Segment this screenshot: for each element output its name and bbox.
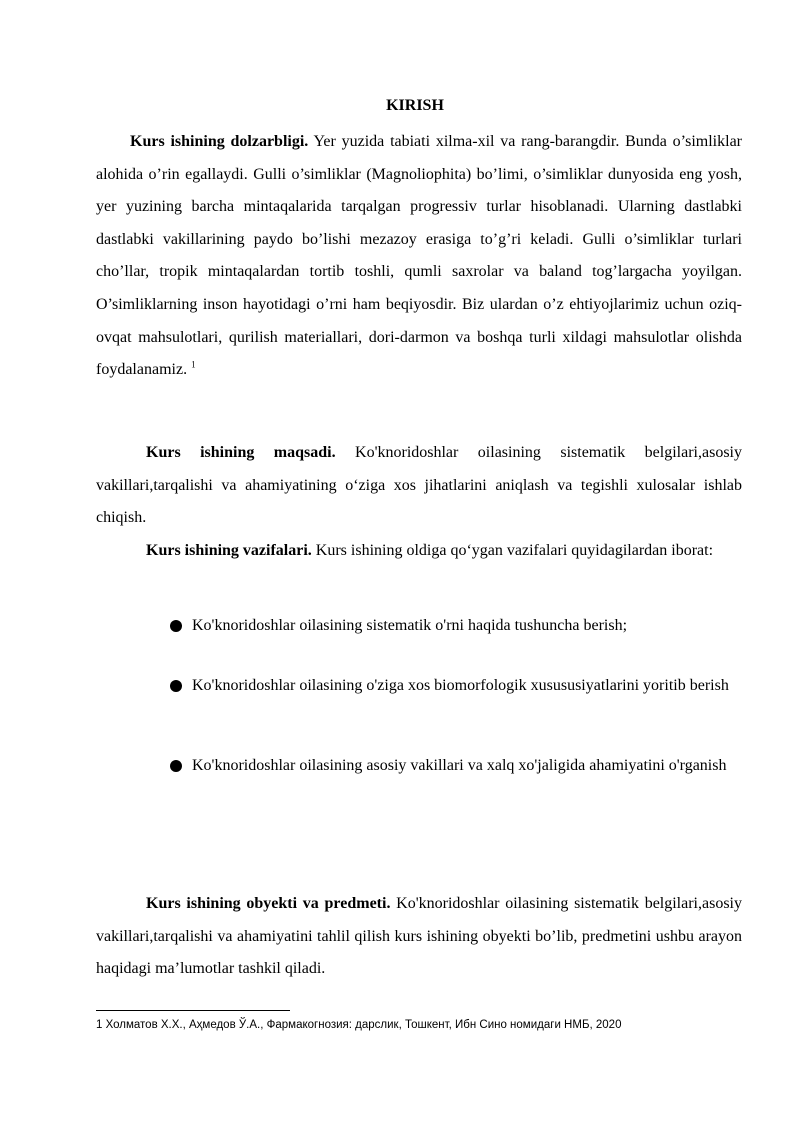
bullet-icon <box>170 620 182 632</box>
goal-lead: Kurs ishining maqsadi. <box>146 444 336 461</box>
object-text: Ko'knoridoshlar oilasining sistematik belgilari,asosiy vakillari,tarqalishi va ahamiyatini tahlil qilish kurs ishining obyekti bo’lib, predmetini ushbu arayon haqidagi ma’lumotlar tashkil qiladi. <box>96 895 742 978</box>
footnote-reference: 1 <box>191 359 196 370</box>
list-item-text: Ko'knoridoshlar oilasining o'ziga xos biomorfologik xusususiyatlarini yoritib berish <box>192 677 729 694</box>
object-paragraph <box>96 888 742 986</box>
list-item <box>192 748 754 784</box>
footnote: 1 Холматов Х.Х., Аҳмедов Ў.А., Фармакогнозия: дарслик, Тошкент, Ибн Сино номидаги НМБ, 2020 <box>96 1019 622 1031</box>
tasks-text: Kurs ishining oldiga qo‘ygan vazifalari quyidagilardan iborat: <box>311 542 714 559</box>
list-item <box>192 608 742 644</box>
list-item <box>192 668 742 704</box>
relevance-lead: Kurs ishining dolzarbligi. <box>130 133 309 150</box>
goal-text: Ko'knoridoshlar oilasining sistematik belgilari,asosiy vakillari,tarqalishi va ahamiyatining o‘ziga xos jihatlarini aniqlash va tegishli xulosalar ishlab chiqish. <box>96 444 742 527</box>
goal-paragraph <box>96 437 742 535</box>
list-item-text: Ko'knoridoshlar oilasining asosiy vakillari va xalq xo'jaligida ahamiyatini o'rganish <box>192 757 727 774</box>
bullet-icon <box>170 760 182 772</box>
footnote-divider <box>96 1010 290 1011</box>
tasks-lead: Kurs ishining vazifalari. <box>146 542 312 559</box>
page-title: KIRISH <box>386 97 444 114</box>
relevance-paragraph <box>96 126 742 387</box>
tasks-paragraph <box>96 535 742 568</box>
relevance-text: Yer yuzida tabiati xilma-xil va rang-barangdir. Bunda o’simliklar alohida o’rin egallaydi. Gulli o’simliklar (Magnoliophita) bo’limi, o’simliklar dunyosida eng yosh, yer yuzining barcha mintaqalarida tarqalgan progressiv turlar hisoblanadi. Ularning dastlabki dastlabki vakillarining paydo bo’lishi mezazoy erasiga to’g’ri keladi. Gulli o’simliklar turlari cho’llar, tropik mintaqalardan tortib toshli, qumli saxrolar va baland tog’largacha yoyilgan. O’simliklarning inson hayotidagi o’rni ham beqiyosdir. Biz ulardan o’z ehtiyojlarimiz uchun oziq-ovqat mahsulotlari, qurilish materiallari, dori-darmon va boshqa turli xildagi mahsulotlar olishda foydalanamiz. <box>96 133 742 379</box>
bullet-icon <box>170 680 182 692</box>
object-lead: Kurs ishining obyekti va predmeti. <box>146 895 391 912</box>
list-item-text: Ko'knoridoshlar oilasining sistematik o'rni haqida tushuncha berish; <box>192 617 628 634</box>
